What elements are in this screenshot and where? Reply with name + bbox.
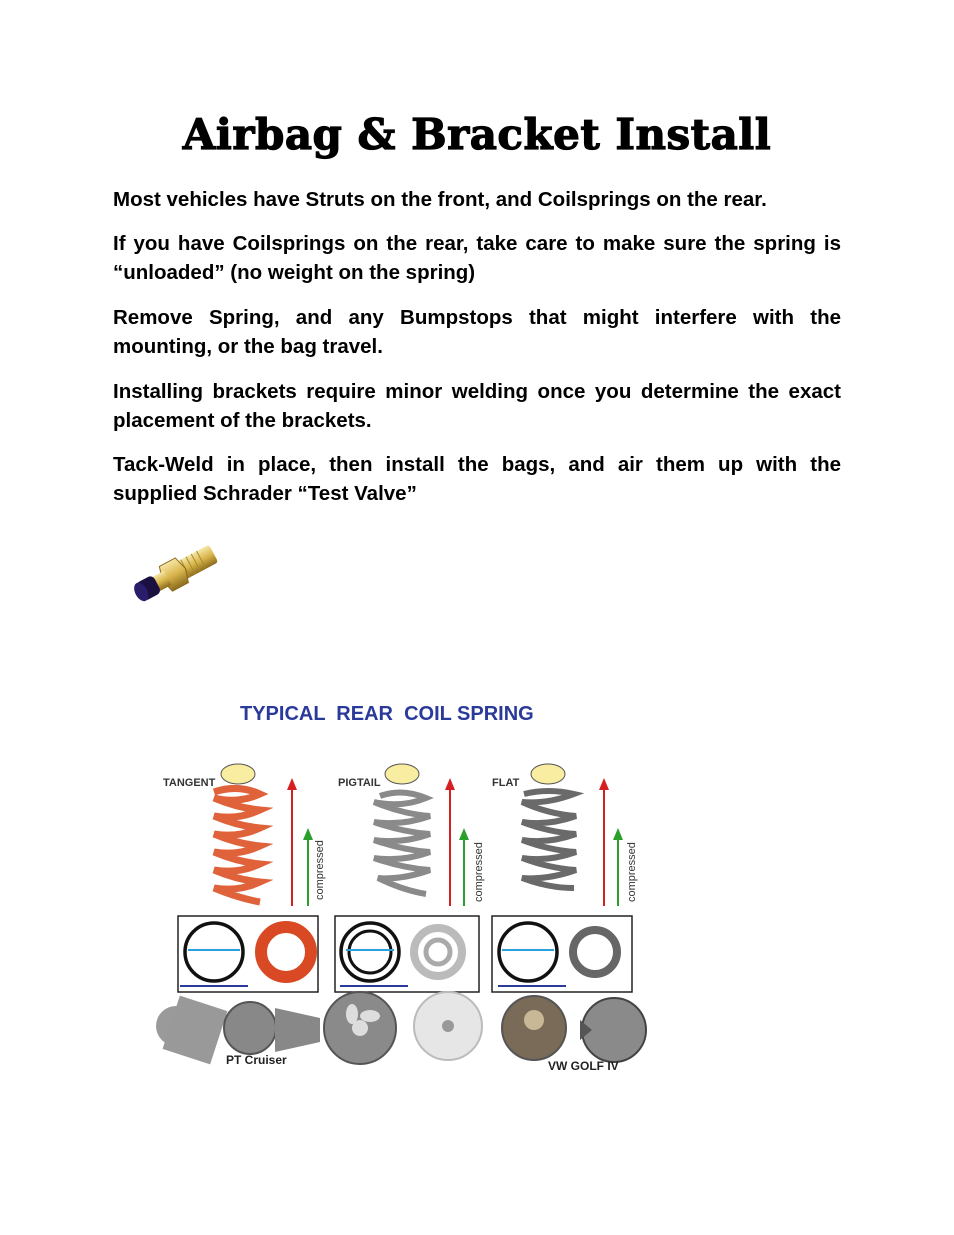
spring-label-flat: FLAT — [492, 777, 520, 789]
paragraph-3: Remove Spring, and any Bumpstops that might interfere with the mounting, or the bag travel. — [113, 306, 841, 358]
flat-spring-group — [492, 764, 646, 1073]
paragraph-1: Most vehicles have Struts on the front, and Coilsprings on the rear. — [113, 188, 767, 211]
compressed-label: compressed — [626, 842, 638, 902]
tangent-spring-icon — [214, 788, 260, 902]
paragraph-2: If you have Coilsprings on the rear, take care to make sure the spring is “unloaded” (no weight on the spring) — [113, 232, 841, 284]
coil-spring-diagram — [130, 680, 690, 1120]
vehicle-label-vw-golf: VW GOLF IV — [548, 1059, 619, 1073]
paragraph-5: Tack-Weld in place, then install the bags, and air them up with the supplied Schrader “Test Valve” — [113, 453, 841, 505]
pigtail-spring-group — [324, 764, 485, 1064]
schrader-valve-image — [113, 527, 255, 619]
pigtail-spring-icon — [374, 792, 430, 894]
spring-label-pigtail: PIGTAIL — [338, 777, 381, 789]
paragraph-4: Installing brackets require minor welding once you determine the exact placement of the brackets. — [113, 380, 841, 432]
vehicle-label-pt-cruiser: PT Cruiser — [226, 1053, 287, 1067]
bump-pad-icon — [221, 764, 255, 784]
page-title: Airbag & Bracket Install — [182, 110, 772, 159]
tangent-spring-group — [156, 764, 326, 1067]
compressed-label: compressed — [473, 842, 485, 902]
diagram-title: TYPICAL REAR COIL SPRING — [240, 703, 534, 725]
spring-label-tangent: TANGENT — [163, 777, 216, 789]
flat-spring-icon — [522, 791, 576, 888]
compressed-label: compressed — [314, 840, 326, 900]
